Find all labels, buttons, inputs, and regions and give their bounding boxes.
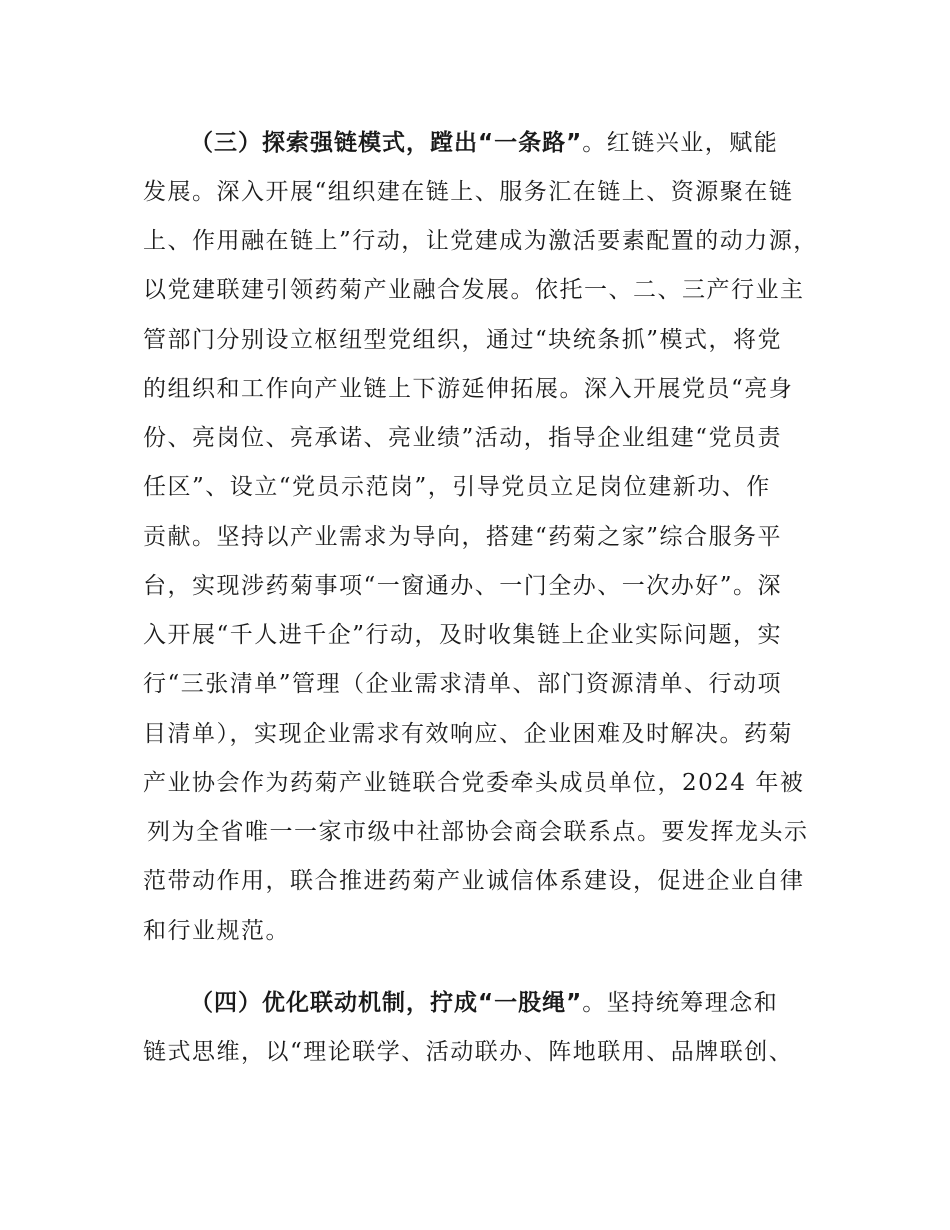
section4-first-line-text: 。坚持统筹理念和: [582, 990, 779, 1016]
section3-heading: （三）探索强链模式，蹚出“一条路”: [190, 130, 583, 156]
body-line: 列为全省唯一一家市级中社部协会商会联系点。要发挥龙头示: [147, 819, 809, 845]
body-line: 以党建联建引领药菊产业融合发展。依托一、二、三产行业主: [143, 277, 805, 303]
section4-heading: （四）优化联动机制，拧成“一股绳”: [190, 990, 583, 1016]
body-line: 任区”、设立“党员示范岗”，引导党员立足岗位建新功、作: [143, 474, 771, 500]
body-line: 范带动作用，联合推进药菊产业诚信体系建设，促进企业自律: [143, 868, 805, 894]
body-line: 上、作用融在链上”行动，让党建成为激活要素配置的动力源，: [143, 228, 818, 254]
section3-first-line-text: 。红链兴业，赋能: [582, 130, 779, 156]
body-line: 目清单），实现企业需求有效响应、企业困难及时解决。药菊: [143, 721, 793, 747]
body-line: 份、亮岗位、亮承诺、亮业绩”活动，指导企业组建“党员责: [143, 425, 783, 451]
body-line: 产业协会作为药菊产业链联合党委牵头成员单位，2024 年被: [143, 770, 805, 796]
body-line: 链式思维，以“理论联学、活动联办、阵地联用、品牌联创、: [143, 1039, 794, 1065]
body-line: 的组织和工作向产业链上下游延伸拓展。深入开展党员“亮身: [143, 376, 794, 402]
section3-first-line: [190, 128, 778, 158]
body-line: 管部门分别设立枢纽型党组织，通过“块统条抓”模式，将党: [143, 327, 783, 353]
body-line: 和行业规范。: [143, 918, 290, 944]
body-line: 发展。深入开展“组织建在链上、服务汇在链上、资源聚在链: [143, 179, 794, 205]
body-line: 贡献。坚持以产业需求为导向，搭建“药菊之家”综合服务平: [143, 524, 783, 550]
body-line: 入开展“千人进千企”行动，及时收集链上企业实际问题，实: [143, 622, 783, 648]
body-line: 台，实现涉药菊事项“一窗通办、一门全办、一次办好”。深: [143, 573, 783, 599]
body-line: 行“三张清单”管理（企业需求清单、部门资源清单、行动项: [143, 671, 783, 697]
section4-first-line: [190, 988, 778, 1018]
